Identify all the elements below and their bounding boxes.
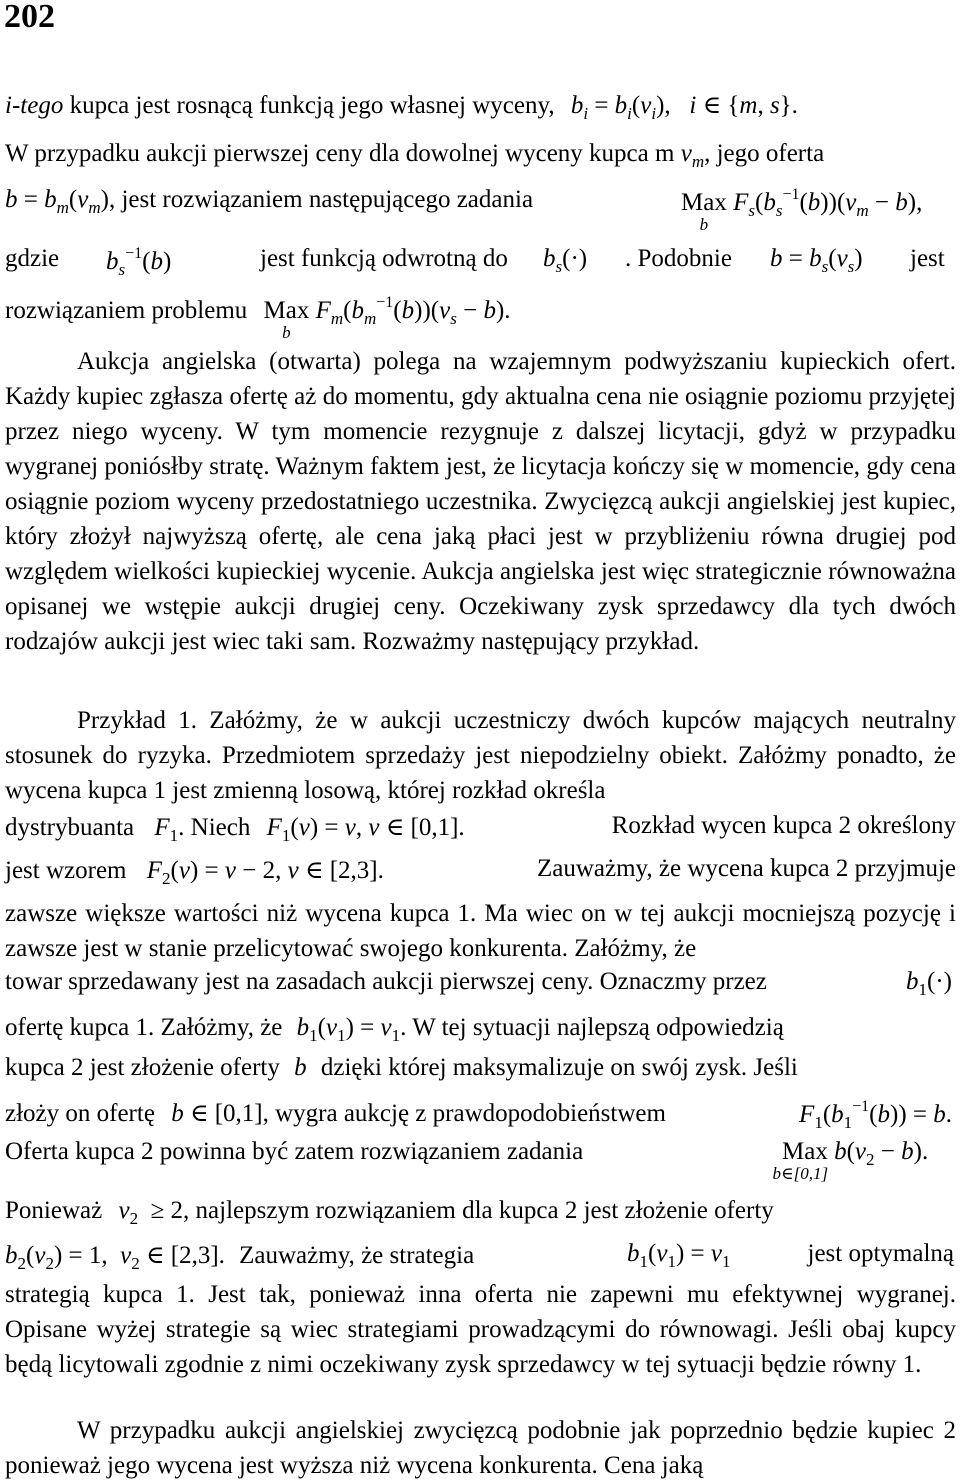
intro-line-3: $b = b_m(v_m)$, jest rozwiązaniem następującego zadania Max b $F_s(b_s^{-1}(b))(v_m - b)$, [5, 186, 923, 234]
paragraph-example: Przykład 1. Załóżmy, że w aukcji uczestniczy dwóch kupców mających neutralny stosunek do ryzyka. Przedmiotem sprzedaży jest niepodzielny obiekt. Załóżmy ponadto, że wycena kupca 1 jest zmienną losową, której rozkład określa [5, 707, 956, 804]
line-distribution: dystrybuanta $F_1$. Niech $F_1(v) = v$, v ∈ [0,1]. Rozkład wycen kupca 2 określony [5, 812, 956, 845]
line-oferta: ofertę kupca 1. Załóżmy, że $b_1(v_1) = v_1$. W tej sytuacji najlepszą odpowiedzią [5, 1014, 784, 1045]
intro-line-1: i-tego kupca jest rosnącą funkcją jego własnej wyceny, $b_i = b_i(v_i)$, i ∈ {m, s}. [5, 92, 798, 123]
paragraph-english-auction: Aukcja angielska (otwarta) polega na wzajemnym podwyższaniu kupieckich ofert. Każdy kupiec zgłasza ofertę aż do momentu, gdy aktualna cena nie osiągnie poziomu przyjętej przez niego wyceny. W tym momencie rezygnuje z dalszej licytacji, gdyż w przypadku wygranej poniósłby stratę. Ważnym faktem jest, że licytacja kończy się w momencie, gdy cena osiągnie poziom wyceny przedostatniego uczestnika. Zwycięzcą aukcji angielskiej jest kupiec, który złożył najwyższą ofertę, ale cena jaką płaci jest w przybliżeniu równa drugiej pod względem wielkości kupieckiej wycenie. Aukcja angielska jest więc strategicznie równoważna opisanej we wstępie aukcji drugiej ceny. Oczekiwany zysk sprzedawcy dla tych dwóch rodzajów aukcji jest wiec taki sam. Rozważmy następujący przykład. [5, 348, 956, 655]
paragraph-english-winner: W przypadku aukcji angielskiej zwycięzcą podobnie jak poprzednio będzie kupiec 2 ponieważ jego wycena jest wyższa niż wycena konkurenta. Cena jaką [5, 1417, 956, 1479]
line-towar: towar sprzedawany jest na zasadach aukcji pierwszej ceny. Oznaczmy przez $b_1(\cdot)$ [5, 968, 952, 999]
line-kupiec2: kupca 2 jest złożenie oferty b dzięki której maksymalizuje on swój zysk. Jeśli [5, 1054, 798, 1081]
line-strategia: $b_2(v_2) = 1$, $v_2$ ∈ [2,3]. Zauważmy, że strategia $b_1(v_1) = v_1$ jest optymalną [5, 1240, 954, 1273]
intro-line-4: gdzie $b_s^{-1}(b)$ jest funkcją odwrotną do $b_s(\cdot)$ . Podobnie $b = b_s(v_s)$ jest [5, 245, 945, 279]
line-poniewaz: Ponieważ $v_2 \ge 2$, najlepszym rozwiązaniem dla kupca 2 jest złożenie oferty [5, 1197, 774, 1228]
line-oferta-kupca2: Oferta kupca 2 powinna być zatem rozwiązaniem zadania Max b∈[0,1] $b(v_2 - b)$. [5, 1138, 929, 1183]
line-formula: jest wzorem $F_2(v) = v - 2$, v ∈ [2,3]. Zauważmy, że wycena kupca 2 przyjmuje [5, 855, 956, 888]
intro-line-5: rozwiązaniem problemu Max b $F_m(b_m^{-1}(b))(v_s - b)$. [5, 294, 511, 342]
paragraph-example-cont: zawsze większe wartości niż wycena kupca 1. Ma wiec on w tej aukcji mocniejszą pozycję i zawsze jest w stanie przelicytować swojego konkurenta. Załóżmy, że [5, 900, 956, 962]
intro-line-2: W przypadku aukcji pierwszej ceny dla dowolnej wyceny kupca m $v_m$, jego oferta [5, 140, 825, 171]
paragraph-strategy: strategią kupca 1. Jest tak, ponieważ inna oferta nie zapewni mu efektywnej wygranej. Opisane wyżej strategie są wiec strategiami prowadzącymi do równowagi. Jeśli obaj kupcy będą licytowali zgodnie z nimi oczekiwany zysk sprzedawcy w tej sytuacji będzie równy 1. [5, 1281, 956, 1378]
page-number: 202 [4, 0, 55, 35]
line-zlozy: złoży on ofertę b ∈ [0,1], wygra aukcję z prawdopodobieństwem $F_1(b_1^{-1}(b)) = b$. [5, 1098, 952, 1132]
